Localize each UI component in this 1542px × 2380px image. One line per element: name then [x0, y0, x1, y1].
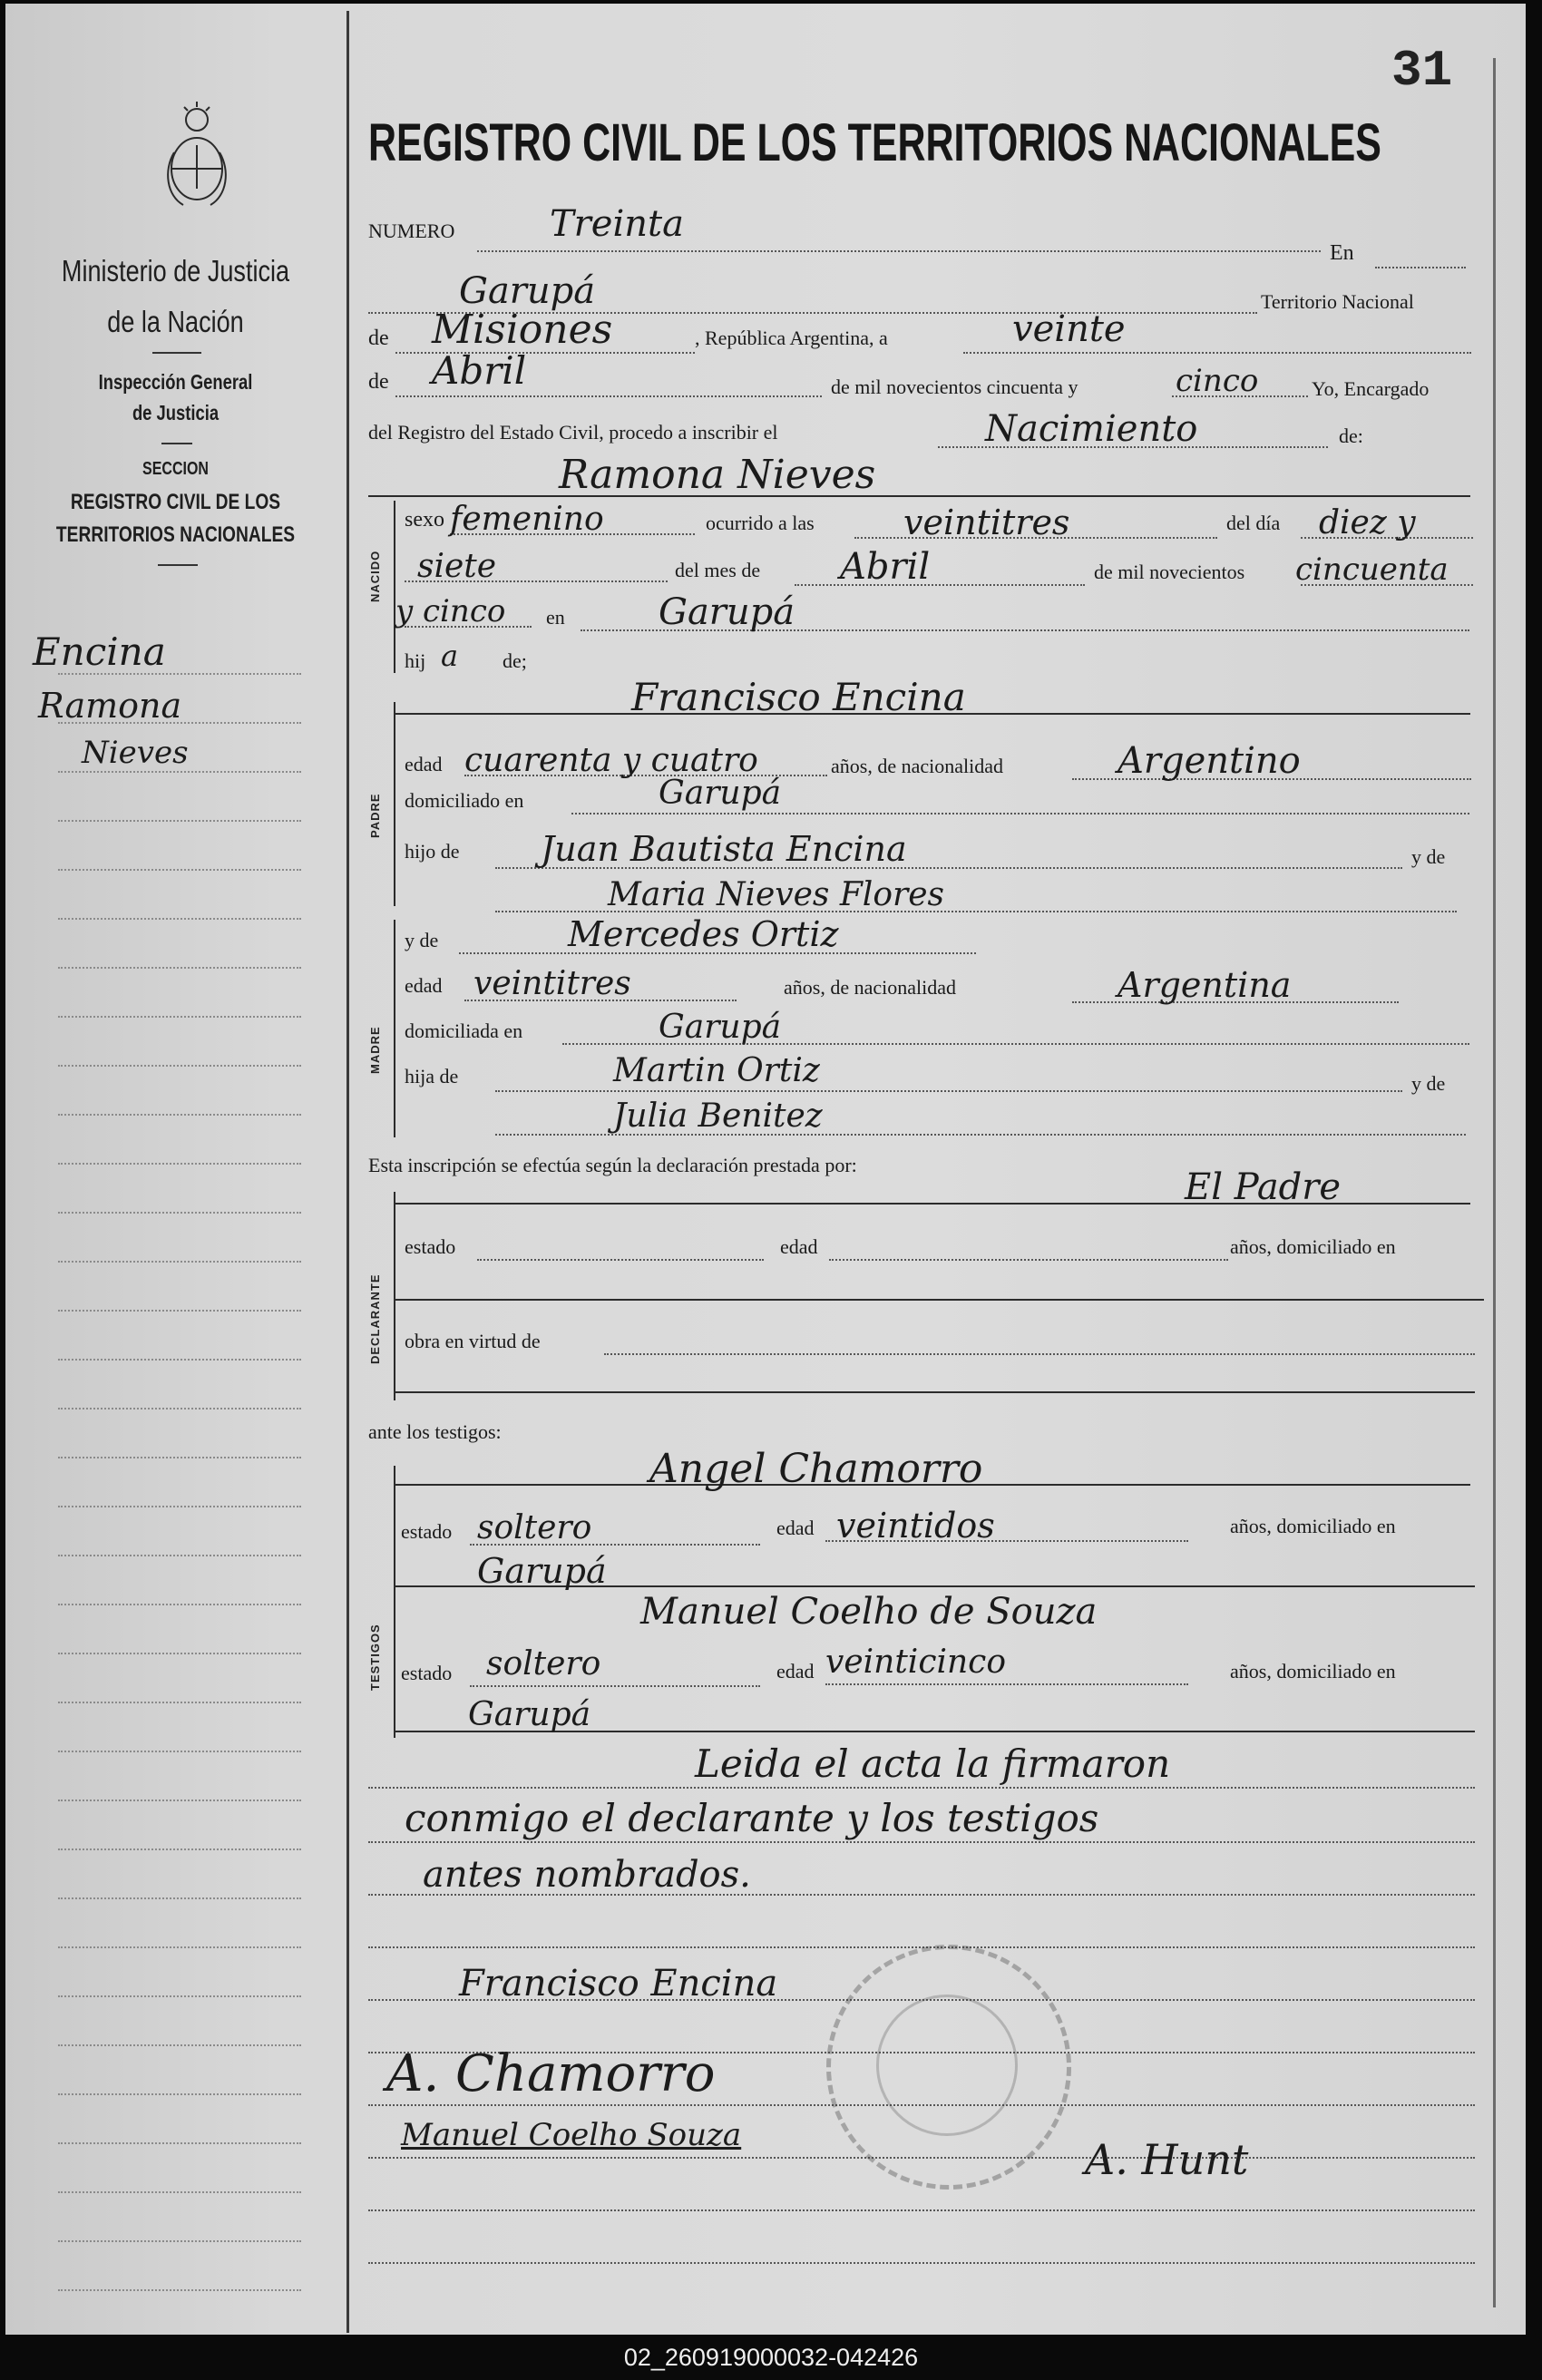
year-value: cinco [1176, 363, 1259, 399]
father-father-value: Juan Bautista Encina [541, 829, 907, 869]
sexo-label: sexo [405, 508, 444, 532]
signature-witness2: Manuel Coelho Souza [401, 2117, 742, 2153]
father-mother-value: Maria Nieves Flores [608, 876, 944, 913]
decl-anos-label: años, domiciliado en [1230, 1235, 1396, 1258]
margin-line [58, 1408, 301, 1409]
numero-label: NUMERO [368, 219, 455, 242]
closing-text-2: conmigo el declarante y los testigos [405, 1796, 1099, 1840]
en-lower-label: en [546, 606, 565, 629]
section-line2: REGISTRO CIVIL DE LOS [70, 490, 281, 514]
decl-bottom-line [395, 1391, 1475, 1393]
encargado-label: Yo, Encargado [1312, 377, 1430, 400]
official-stamp-inner [876, 1995, 1018, 2136]
w1-anos-label: años, domiciliado en [1230, 1515, 1396, 1537]
ministry-line2: de la Nación [107, 305, 244, 338]
de-colon-label: de: [1339, 424, 1363, 447]
w1-edad-label: edad [776, 1517, 815, 1539]
margin-line [58, 1555, 301, 1556]
column-divider [346, 11, 349, 2333]
inspection-line1: Inspección General [98, 370, 253, 394]
testigos-side-label: TESTIGOS [368, 1624, 382, 1691]
margin-line [58, 1751, 301, 1752]
divider-rule [158, 564, 198, 566]
birth-place-value: Garupá [659, 591, 795, 633]
declarant-line [395, 1203, 1470, 1205]
republica-label: , República Argentina, a [695, 327, 888, 349]
margin-line [58, 1848, 301, 1850]
margin-line [58, 1359, 301, 1361]
nacionalidad-label: años, de nacionalidad [831, 755, 1003, 777]
day-value: veinte [1012, 308, 1126, 350]
decl-edad-label: edad [780, 1235, 818, 1258]
margin-line [58, 722, 301, 724]
margin-line [58, 1114, 301, 1116]
margin-line [58, 1702, 301, 1703]
w2-edad-label: edad [776, 1660, 815, 1683]
divider-rule [161, 443, 192, 444]
madre-nacionalidad-label: años, de nacionalidad [784, 976, 956, 999]
father-name-value: Francisco Encina [631, 675, 966, 719]
margin-line [58, 1016, 301, 1018]
child-name-line [368, 495, 1470, 497]
inscripcion-label: Esta inscripción se efectúa según la declaración prestada por: [368, 1154, 857, 1176]
de-label: de [368, 327, 389, 350]
testigos-bracket [394, 1466, 395, 1738]
birth-year-1: cincuenta [1295, 551, 1449, 588]
registro-label: del Registro del Estado Civil, procedo a inscribir el [368, 421, 778, 444]
mil-nov-label: de mil novecientos [1094, 561, 1245, 583]
ruled-line [368, 2262, 1475, 2264]
witness2-age-value: veinticinco [825, 1644, 1007, 1681]
mother-nationality-value: Argentina [1117, 965, 1292, 1005]
margin-line [58, 1946, 301, 1948]
section-line3: TERRITORIOS NACIONALES [55, 522, 296, 547]
y-de-label: y de [1411, 845, 1446, 868]
declarante-bracket [394, 1192, 395, 1400]
witness2-name-value: Manuel Coelho de Souza [640, 1591, 1098, 1633]
madre-y-de-label: y de [1411, 1072, 1446, 1095]
closing-text-1: Leida el acta la firmaron [695, 1741, 1171, 1786]
hour-value: veintitres [903, 502, 1070, 542]
territorio-label: Territorio Nacional [1261, 290, 1414, 313]
y-de-lower-label: y de [405, 929, 439, 951]
madre-bracket [394, 920, 395, 1137]
margin-line [58, 2142, 301, 2144]
testigos-label: ante los testigos: [368, 1420, 502, 1443]
sex-value: femenino [450, 501, 604, 538]
scan-identifier: 02_260919000032-042426 [623, 2344, 919, 2371]
margin-middle-name: Nieves [82, 735, 189, 771]
margin-line [58, 1800, 301, 1801]
madre-side-label: MADRE [368, 1026, 382, 1074]
w2-estado-line [470, 1685, 760, 1687]
declarant-value: El Padre [1185, 1166, 1342, 1208]
act-type-value: Nacimiento [985, 408, 1198, 450]
margin-line [58, 1163, 301, 1165]
hija-de-label: hija de [405, 1065, 459, 1088]
father-dom-line [571, 813, 1469, 814]
numero-line [477, 250, 1321, 252]
margin-line [58, 1506, 301, 1507]
en-label: En [1330, 241, 1354, 265]
ministry-line1: Ministerio de Justicia [61, 254, 290, 288]
nacido-side-label: NACIDO [368, 550, 382, 602]
edad-label: edad [405, 753, 443, 775]
mother-mother-value: Julia Benitez [613, 1097, 823, 1135]
margin-line [58, 967, 301, 969]
closing-line-1 [368, 1787, 1475, 1789]
birth-month-value: Abril [840, 546, 931, 588]
section-line1: SECCION [142, 459, 209, 479]
signature-witness1: A. Chamorro [386, 2044, 716, 2103]
witness2-state-value: soltero [486, 1645, 601, 1683]
child-name-value: Ramona Nieves [559, 452, 876, 498]
margin-line [58, 1897, 301, 1899]
del-mes-label: del mes de [675, 559, 761, 581]
witness1-name-value: Angel Chamorro [649, 1446, 983, 1492]
del-dia-label: del día [1226, 512, 1281, 534]
page-number: 31 [1391, 42, 1453, 100]
w2-estado-label: estado [401, 1662, 453, 1684]
document-title: REGISTRO CIVIL DE LOS TERRITORIOS NACIONALES [368, 113, 1381, 172]
mother-age-value: veintitres [473, 965, 631, 1002]
padre-side-label: PADRE [368, 793, 382, 838]
mother-name-value: Mercedes Ortiz [568, 914, 839, 954]
margin-line [58, 771, 301, 773]
ruled-line [368, 2209, 1475, 2211]
margin-line [58, 1604, 301, 1605]
margin-line [58, 2240, 301, 2242]
hij-suffix: a [441, 639, 459, 673]
nacido-bracket [394, 501, 395, 673]
w2-anos-label: años, domiciliado en [1230, 1660, 1396, 1683]
margin-column [5, 4, 346, 2335]
witness1-state-value: soltero [477, 1509, 592, 1546]
page-edge [1493, 58, 1496, 2307]
hijo-de-label: hijo de [405, 840, 460, 863]
witness1-domicile-value: Garupá [477, 1551, 607, 1591]
decl-edad-line [829, 1259, 1228, 1261]
numero-value: Treinta [550, 203, 684, 245]
margin-line [58, 2044, 301, 2046]
coat-of-arms-icon [161, 98, 232, 214]
margin-line [58, 918, 301, 920]
padre-bracket [394, 702, 395, 906]
inspection-line2: de Justicia [132, 401, 220, 424]
month-line [395, 395, 822, 397]
ocurrido-label: ocurrido a las [706, 512, 815, 534]
birth-day-1: diez y [1319, 504, 1416, 541]
closing-line-2 [368, 1841, 1475, 1843]
de-label-2: de [368, 370, 389, 394]
margin-line [58, 869, 301, 871]
margin-line [58, 2093, 301, 2095]
hij-label: hij [405, 649, 426, 672]
obra-label: obra en virtud de [405, 1330, 541, 1352]
signature-father: Francisco Encina [459, 1963, 778, 2004]
margin-line [58, 673, 301, 675]
decl-estado-line [477, 1259, 764, 1261]
margin-surname: Encina [33, 629, 166, 674]
margin-line [58, 1653, 301, 1654]
closing-text-3: antes nombrados. [423, 1854, 751, 1896]
territorio-value: Misiones [432, 307, 613, 353]
mother-father-value: Martin Ortiz [613, 1052, 820, 1089]
margin-line [58, 820, 301, 822]
witness2-domicile-value: Garupá [468, 1696, 591, 1733]
margin-line [58, 1995, 301, 1997]
witness1-age-value: veintidos [836, 1506, 995, 1546]
divider-rule [152, 352, 201, 354]
margin-line [58, 1261, 301, 1263]
en-line [1375, 267, 1466, 268]
father-age-value: cuarenta y cuatro [464, 742, 758, 779]
day-line [963, 352, 1471, 354]
month-value: Abril [432, 348, 527, 393]
mil-label: de mil novecientos cincuenta y [831, 376, 1078, 398]
w1-estado-label: estado [401, 1520, 453, 1543]
margin-line [58, 1212, 301, 1214]
birth-month-line [795, 584, 1085, 586]
margin-line [58, 1310, 301, 1312]
declarante-side-label: DECLARANTE [368, 1273, 382, 1364]
obra-line [604, 1353, 1475, 1355]
place-value: Garupá [459, 270, 596, 312]
mother-domicile-value: Garupá [659, 1009, 782, 1046]
father-nationality-value: Argentino [1117, 740, 1301, 782]
registry-sheet [5, 4, 1526, 2335]
madre-edad-label: edad [405, 974, 443, 997]
domiciliada-label: domiciliada en [405, 1019, 523, 1042]
margin-line [58, 1457, 301, 1458]
birth-year-2: y cinco [395, 593, 506, 629]
margin-line [58, 2191, 301, 2193]
margin-line [58, 2289, 301, 2291]
margin-line [58, 1065, 301, 1067]
de-semicolon-label: de; [503, 649, 527, 672]
domiciliado-label: domiciliado en [405, 789, 524, 812]
father-domicile-value: Garupá [659, 775, 782, 812]
decl-dom-line [395, 1299, 1484, 1301]
w2-edad-line [825, 1683, 1188, 1685]
mother-father-line [495, 1090, 1402, 1092]
signature-registrar: A. Hunt [1085, 2135, 1249, 2184]
margin-given-name: Ramona [38, 686, 182, 726]
birth-day-2: siete [417, 548, 497, 585]
decl-estado-label: estado [405, 1235, 456, 1258]
